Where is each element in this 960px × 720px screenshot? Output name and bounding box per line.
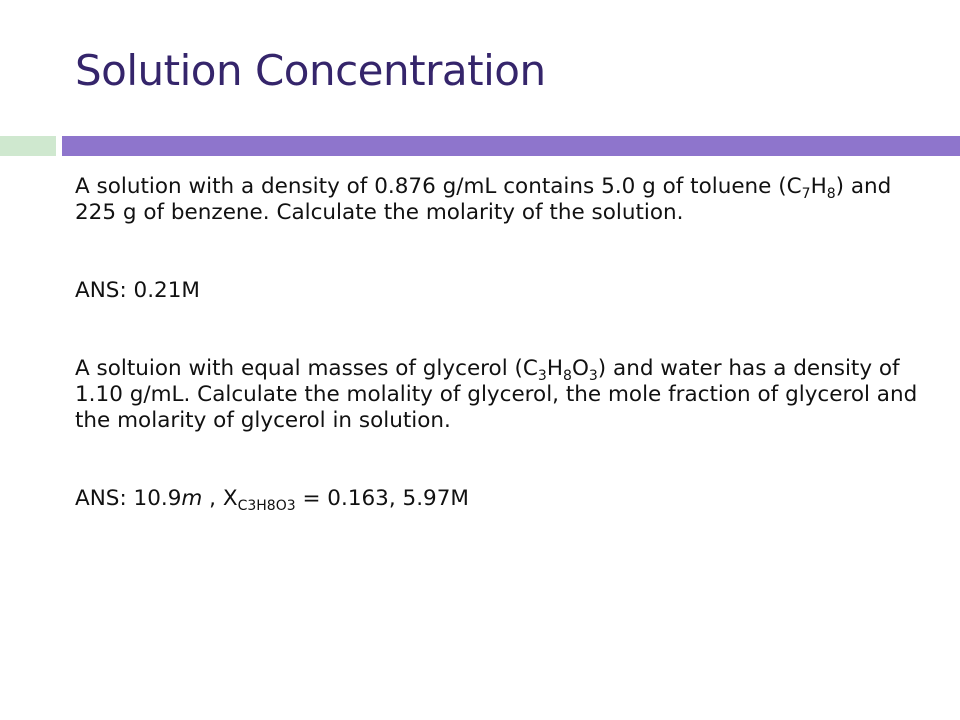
- answer-2-subscript-x: C3H8O3: [237, 498, 296, 514]
- problem-1-text: [75, 174, 935, 226]
- answer-2-prefix: ANS: 10.9: [75, 486, 182, 511]
- slide-title: Solution Concentration: [75, 46, 546, 95]
- problem-1-text-c: ) and 225 g of benzene. Calculate the molarity of the solution.: [75, 174, 892, 225]
- problem-2-subscript-c: 3: [537, 368, 547, 384]
- accent-bar-right: [62, 136, 960, 156]
- problem-2-text-d: ) and water has a density of 1.10 g/mL. Calculate the molality of glycerol, the mole fraction of glycerol and the molarity of glycerol in solution.: [75, 356, 918, 433]
- answer-2-mid: , X: [202, 486, 238, 511]
- problem-2-text-a: A soltuion with equal masses of glycerol (C: [75, 356, 538, 381]
- problem-1-subscript-h: 8: [826, 186, 836, 202]
- answer-2-rest: = 0.163, 5.97M: [295, 486, 469, 511]
- problem-2-text-b: H: [546, 356, 564, 381]
- problem-2-subscript-o: 3: [588, 368, 598, 384]
- slide-body: [75, 174, 935, 512]
- problem-2-text: [75, 356, 935, 434]
- answer-2-molality-unit: m: [181, 486, 203, 511]
- problem-2-subscript-h: 8: [563, 368, 572, 384]
- accent-bar-left: [0, 136, 56, 156]
- problem-1-text-a: A solution with a density of 0.876 g/mL contains 5.0 g of toluene (C: [75, 174, 802, 199]
- answer-1: ANS: 0.21M: [75, 278, 200, 303]
- problem-1-text-b: H: [810, 174, 827, 199]
- problem-1-subscript-c: 7: [801, 186, 811, 202]
- answer-2: [75, 486, 935, 512]
- problem-2-text-c: O: [571, 356, 589, 381]
